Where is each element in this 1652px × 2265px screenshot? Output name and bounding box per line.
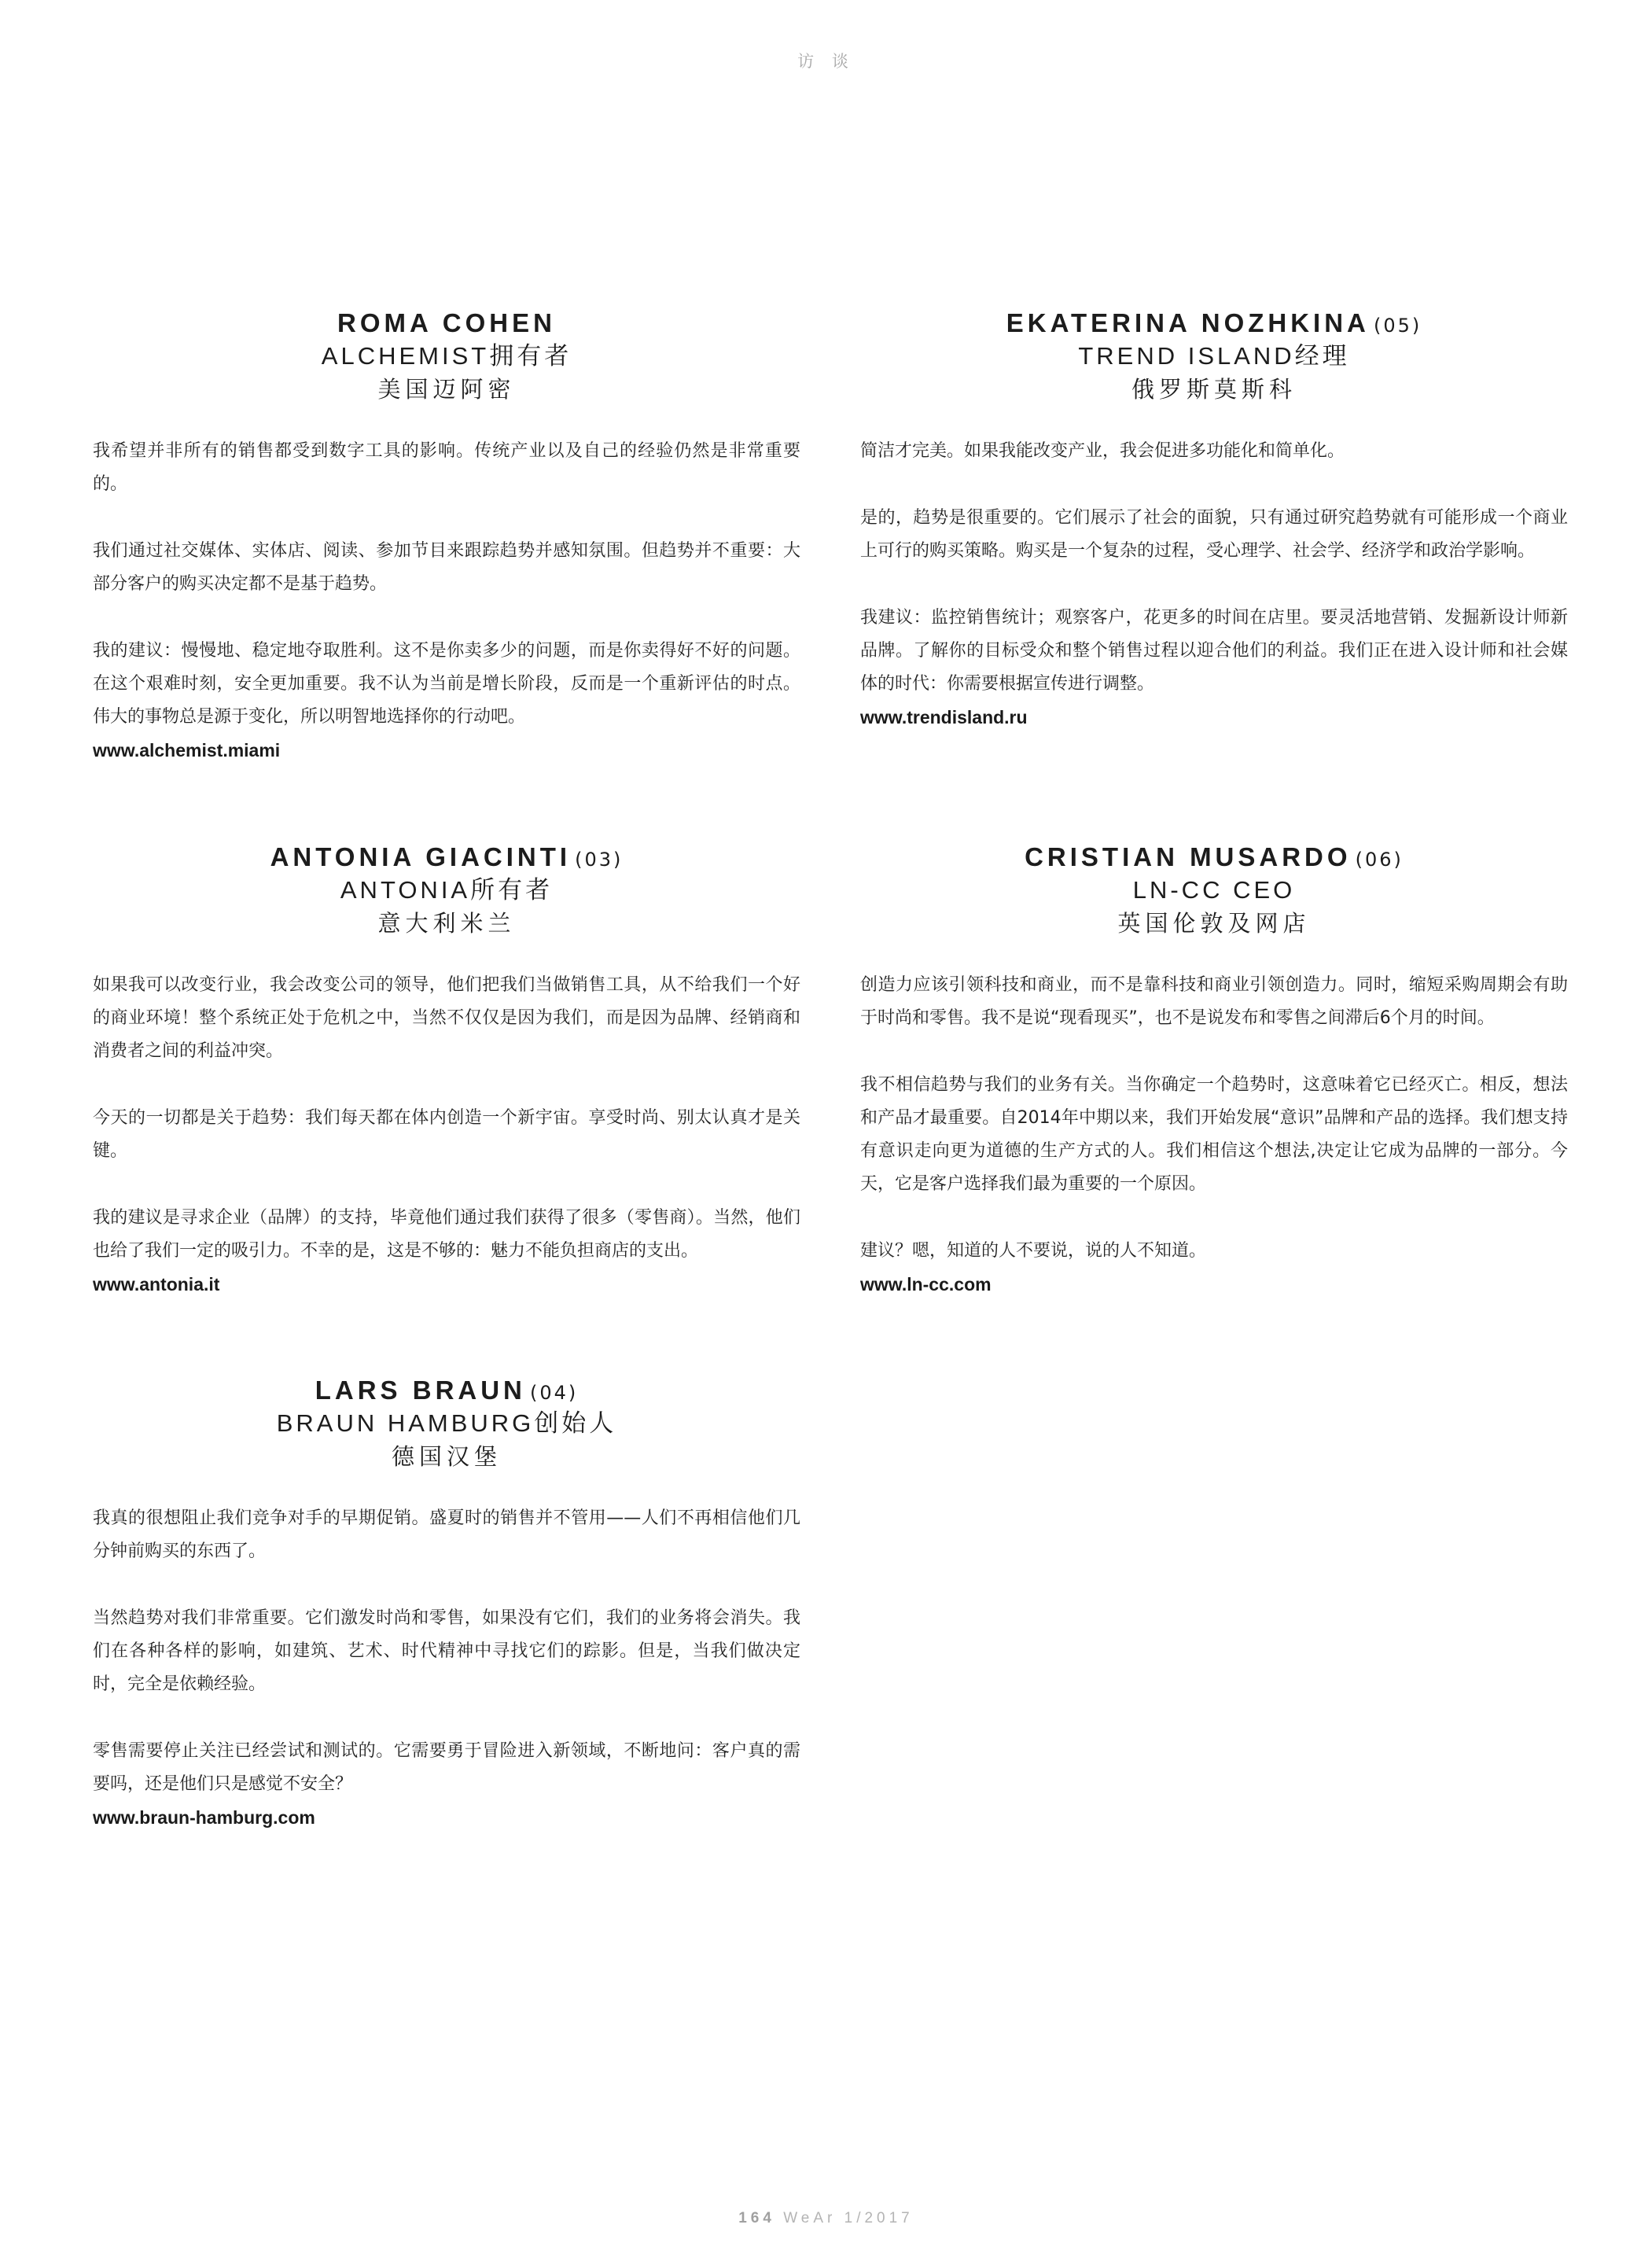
name-text: ROMA COHEN (337, 308, 556, 337)
website-link[interactable]: www.braun-hamburg.com (93, 1807, 315, 1828)
answer-paragraph: 是的，趋势是很重要的。它们展示了社会的面貌，只有通过研究趋势就有可能形成一个商业上可行的购买策略。购买是一个复杂的过程，受心理学、社会学、经济学和政治学影响。 (860, 508, 1568, 561)
interviewee-role: ANTONIA所有者 (340, 876, 554, 904)
section-label: 访 谈 (797, 52, 855, 71)
name-text: CRISTIAN MUSARDO (1025, 842, 1352, 871)
interviewee-name (93, 307, 800, 340)
entry-body (93, 969, 800, 1301)
website-link[interactable]: www.alchemist.miami (93, 740, 281, 761)
issue-number: (04) (530, 1382, 579, 1404)
answer-paragraph: 创造力应该引领科技和商业，而不是靠科技和商业引领创造力。同时，缩短采购周期会有助于时尚和零售。我不是说“现看现买”，也不是说发布和零售之间滞后6个月的时间。 (860, 975, 1568, 1028)
answer-paragraph: 今天的一切都是关于趋势：我们每天都在体内创造一个新宇宙。享受时尚、别太认真才是关键。 (93, 1108, 800, 1161)
website-link[interactable]: www.ln-cc.com (860, 1274, 992, 1295)
issue-number: (06) (1355, 849, 1404, 871)
interview-entry-lars-braun (93, 1374, 800, 1834)
answer-paragraph: 我的建议：慢慢地、稳定地夺取胜利。这不是你卖多少的问题，而是你卖得好不好的问题。在这个艰难时刻，安全更加重要。我不认为当前是增长阶段，反而是一个重新评估的时点。伟大的事物总是源于变化，所以明智地选择你的行动吧。 (93, 641, 800, 727)
website-link[interactable]: www.antonia.it (93, 1274, 220, 1295)
interviewee-role: LN-CC CEO (1132, 876, 1296, 904)
answer-paragraph: 我建议：监控销售统计；观察客户，花更多的时间在店里。要灵活地营销、发掘新设计师新品牌。了解你的目标受众和整个销售过程以迎合他们的利益。我们正在进入设计师和社会媒体的时代：你需要根据宣传进行调整。 (860, 608, 1568, 694)
name-text: ANTONIA GIACINTI (270, 842, 572, 871)
interviewee-role: BRAUN HAMBURG创始人 (276, 1409, 617, 1437)
answer-paragraph: 当然趋势对我们非常重要。它们激发时尚和零售，如果没有它们，我们的业务将会消失。我们在各种各样的影响，如建筑、艺术、时代精神中寻找它们的踪影。但是，当我们做决定时，完全是依赖经验。 (93, 1608, 800, 1694)
interviewee-name (93, 841, 800, 874)
interviewee-name (860, 307, 1568, 340)
entry-body (860, 435, 1568, 734)
interview-entry-cristian-musardo (860, 841, 1568, 1301)
interview-entry-roma-cohen (93, 307, 800, 767)
interviewee-location: 俄罗斯莫斯科 (1131, 376, 1297, 403)
answer-paragraph: 如果我可以改变行业，我会改变公司的领导，他们把我们当做销售工具，从不给我们一个好的商业环境！整个系统正处于危机之中，当然不仅仅是因为我们，而是因为品牌、经销商和消费者之间的利益冲突。 (93, 975, 800, 1061)
entry-header (93, 307, 800, 406)
interview-entry-antonia-giacinti (93, 841, 800, 1301)
entry-header (860, 307, 1568, 406)
interviewee-name (93, 1374, 800, 1407)
website-link[interactable]: www.trendisland.ru (860, 707, 1028, 727)
issue-number: (05) (1373, 315, 1422, 337)
interviewee-role: TREND ISLAND经理 (1078, 342, 1350, 370)
entry-body (93, 1502, 800, 1834)
interview-entry-ekaterina-nozhkina (860, 307, 1568, 734)
interviewee-location: 英国伦敦及网店 (1117, 910, 1311, 937)
answer-paragraph: 我不相信趋势与我们的业务有关。当你确定一个趋势时，这意味着它已经灭亡。相反，想法和产品才最重要。自2014年中期以来，我们开始发展“意识”品牌和产品的选择。我们想支持有意识走向更为道德的生产方式的人。我们相信这个想法,决定让它成为品牌的一部分。今天，它是客户选择我们最为重要的一个原因。 (860, 1075, 1568, 1194)
interviewee-name (860, 841, 1568, 874)
interviewee-location: 意大利米兰 (377, 910, 516, 937)
entry-header (93, 1374, 800, 1473)
interviewee-location: 德国汉堡 (391, 1443, 502, 1470)
page-footer (0, 2210, 1652, 2227)
entry-body (860, 969, 1568, 1301)
answer-paragraph: 我希望并非所有的销售都受到数字工具的影响。传统产业以及自己的经验仍然是非常重要的。 (93, 441, 800, 494)
name-text: LARS BRAUN (315, 1376, 526, 1405)
entry-header (860, 841, 1568, 940)
interviewee-location: 美国迈阿密 (377, 376, 516, 403)
answer-paragraph: 建议？嗯，知道的人不要说，说的人不知道。 (860, 1241, 1207, 1261)
answer-paragraph: 我的建议是寻求企业（品牌）的支持，毕竟他们通过我们获得了很多（零售商）。当然，他们也给了我们一定的吸引力。不幸的是，这是不够的：魅力不能负担商店的支出。 (93, 1208, 800, 1261)
entry-header (93, 841, 800, 940)
interviewee-role: ALCHEMIST拥有者 (321, 342, 572, 370)
answer-paragraph: 我真的很想阻止我们竞争对手的早期促销。盛夏时的销售并不管用——人们不再相信他们几分钟前购买的东西了。 (93, 1508, 800, 1561)
answer-paragraph: 零售需要停止关注已经尝试和测试的。它需要勇于冒险进入新领域，不断地问：客户真的需要吗，还是他们只是感觉不安全？ (93, 1741, 800, 1794)
page-number: 164 (738, 2210, 775, 2226)
name-text: EKATERINA NOZHKINA (1006, 308, 1370, 337)
magazine-issue: WeAr 1/2017 (783, 2210, 914, 2226)
entry-body (93, 435, 800, 767)
answer-paragraph: 简洁才完美。如果我能改变产业，我会促进多功能化和简单化。 (860, 441, 1345, 461)
issue-number: (03) (575, 849, 624, 871)
answer-paragraph: 我们通过社交媒体、实体店、阅读、参加节目来跟踪趋势并感知氛围。但趋势并不重要：大部分客户的购买决定都不是基于趋势。 (93, 541, 800, 594)
